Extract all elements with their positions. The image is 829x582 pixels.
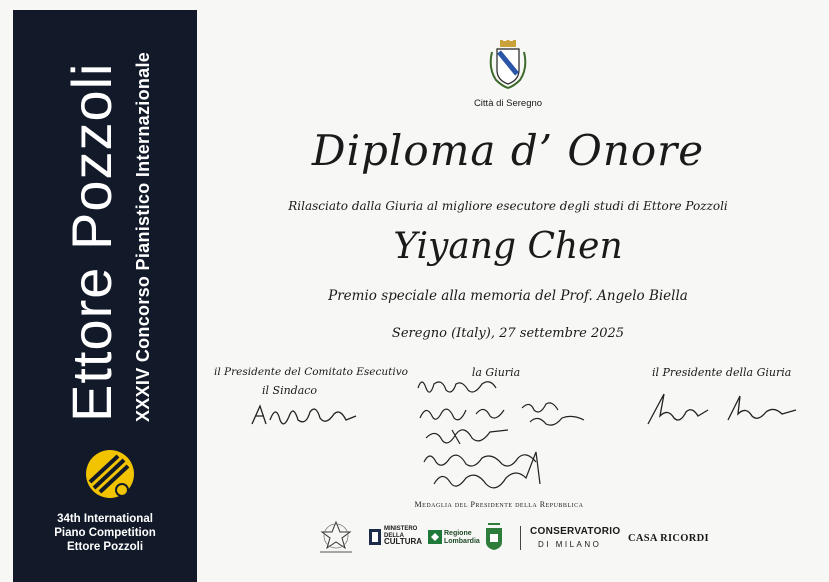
recipient-name: Yiyang Chen	[393, 226, 623, 267]
jury-president-label: il Presidente della Giuria	[652, 366, 792, 379]
sponsor-logos	[316, 518, 736, 558]
jury-label: la Giuria	[471, 366, 521, 379]
banner-tagline	[13, 512, 197, 554]
tagline-line: 34th International	[57, 513, 153, 525]
foundation-logo-icon	[482, 522, 506, 552]
mayor-label: il Sindaco	[262, 384, 318, 397]
competition-banner	[13, 10, 197, 582]
region-logo: Regione Lombardia	[444, 530, 480, 545]
tagline-line: Piano Competition	[54, 527, 156, 539]
executive-president-label: il Presidente del Comitato Esecutivo	[214, 366, 408, 378]
ricordi-logo: CASA RICORDI	[628, 533, 709, 544]
jury-president-signature	[644, 390, 800, 430]
conservatory-logo: CONSERVATORIO	[530, 526, 621, 537]
place-date: Seregno (Italy), 27 settembre 2025	[391, 326, 625, 341]
mayor-signature	[250, 400, 360, 430]
medal-text: Medaglia del Presidente della Repubblica	[414, 500, 584, 509]
ministry-logo: MINISTERO DELLA CULTURA	[384, 526, 423, 546]
diploma-title: Diploma d’ Onore	[311, 126, 705, 175]
ministry-logo-icon	[368, 528, 382, 546]
city-name: Città di Seregno	[473, 98, 543, 109]
tagline-line: Ettore Pozzoli	[66, 541, 144, 553]
competition-logo-icon	[84, 448, 136, 500]
issued-by-text: Rilasciato dalla Giuria al migliore esecutore degli studi di Ettore Pozzoli	[288, 199, 728, 213]
banner-subtitle: XXXIV Concorso Pianistico Internazionale	[133, 51, 153, 422]
prize-text: Premio speciale alla memoria del Prof. Angelo Biella	[328, 288, 688, 304]
republic-emblem-icon	[316, 520, 356, 554]
jury-signatures	[412, 374, 602, 498]
banner-title: Ettore Pozzoli	[60, 62, 123, 422]
region-logo-icon	[428, 530, 442, 544]
conservatory-city: DI MILANO	[538, 540, 602, 549]
city-crest-icon	[488, 40, 528, 90]
logo-divider	[520, 526, 521, 550]
